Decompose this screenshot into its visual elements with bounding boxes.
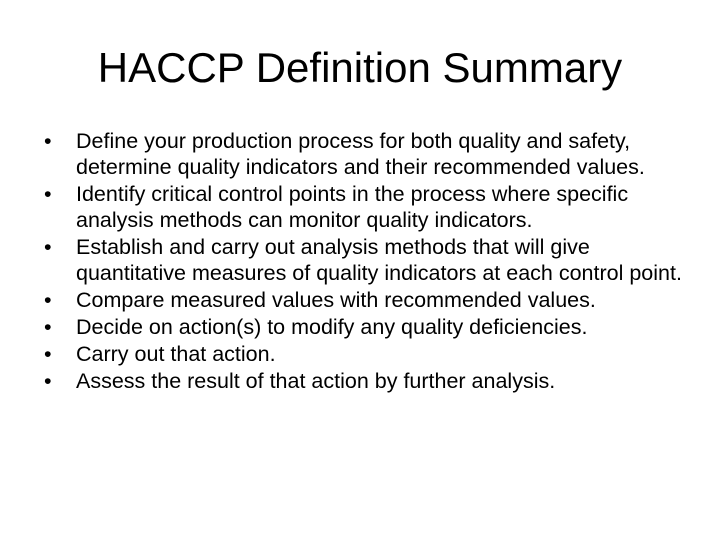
bullet-text: Compare measured values with recommended values. [76, 288, 596, 312]
bullet-icon: • [44, 369, 52, 393]
bullet-item [44, 287, 684, 313]
bullet-icon: • [44, 315, 52, 339]
bullet-item [44, 128, 684, 180]
bullet-icon: • [44, 129, 52, 153]
bullet-icon: • [44, 182, 52, 206]
bullet-icon: • [44, 342, 52, 366]
bullet-text: Carry out that action. [76, 342, 276, 366]
bullet-text: Assess the result of that action by further analysis. [76, 369, 556, 393]
bullet-item [44, 181, 684, 233]
bullet-icon: • [44, 235, 52, 259]
bullet-text: Define your production process for both quality and safety, determine quality indicators and their recommended values. [76, 129, 645, 179]
bullet-text: Identify critical control points in the process where specific analysis methods can monitor quality indicators. [76, 182, 629, 232]
bullet-item [44, 341, 684, 367]
bullet-list [44, 128, 684, 395]
bullet-text: Decide on action(s) to modify any quality deficiencies. [76, 315, 588, 339]
slide-title: HACCP Definition Summary [97, 44, 623, 91]
bullet-item [44, 368, 684, 394]
bullet-text: Establish and carry out analysis methods that will give quantitative measures of quality indicators at each control point. [76, 235, 682, 285]
bullet-item [44, 234, 684, 286]
bullet-item [44, 314, 684, 340]
bullet-icon: • [44, 288, 52, 312]
